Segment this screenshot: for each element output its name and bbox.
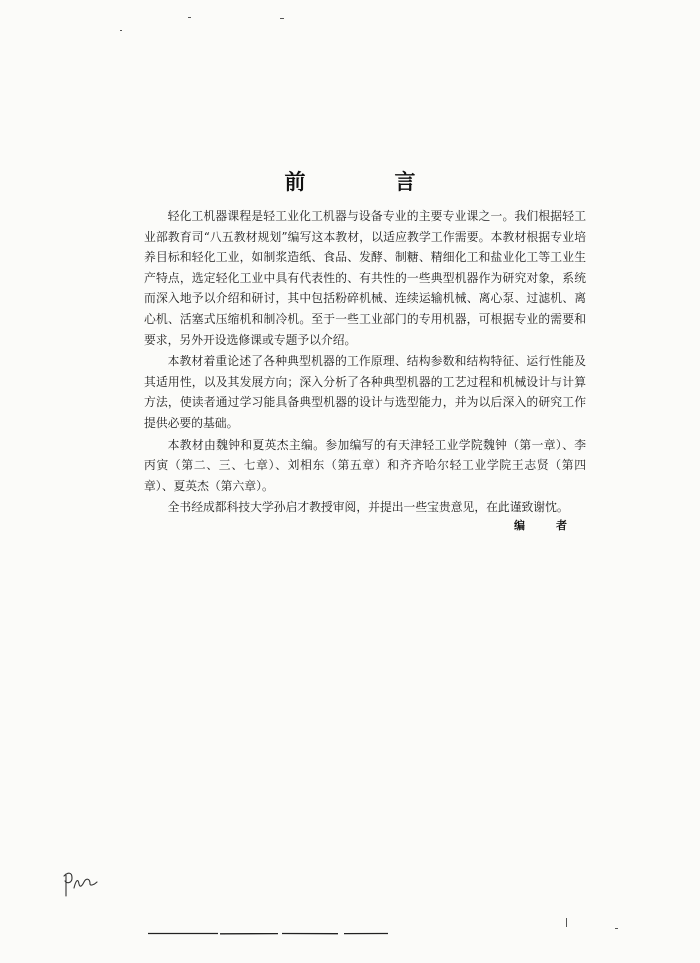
paragraph: 本教材着重论述了各种典型机器的工作原理、结构参数和结构特征、运行性能及其适用性，以及其发展方向；深入分析了各种典型机器的工艺过程和机械设计与计算方法，使读者通过学习能具备典型机器的设计与选型能力，并为以后深入的研究工作提供必要的基础。 xyxy=(144,354,586,430)
scan-dot xyxy=(120,30,122,31)
scan-artifact-line xyxy=(148,932,428,935)
scan-dot xyxy=(280,18,284,19)
preface-body xyxy=(144,206,586,519)
handwriting-mark xyxy=(60,866,102,908)
paragraph: 轻化工机器课程是轻工业化工机器与设备专业的主要专业课之一。我们根据轻工业部教育司“八五教材规划”编写这本教材，以适应教学工作需要。本教材根据专业培养目标和轻化工业，如制浆造纸、食品、发酵、制糖、精细化工和盐业化工等工业生产特点，选定轻化工业中具有代表性的、有共性的一些典型机器作为研究对象，系统而深入地予以介绍和研讨，其中包括粉碎机械、连续运输机械、离心泵、过滤机、离心机、活塞式压缩机和制冷机。至于一些工业部门的专用机器，可根据专业的需要和要求，另外开设选修课或专题予以介绍。 xyxy=(144,209,586,347)
page-title: 前 言 xyxy=(284,170,450,194)
scan-dot xyxy=(188,17,191,18)
signature: 编 者 xyxy=(514,519,577,532)
scan-dot xyxy=(615,928,618,929)
paragraph: 全书经成都科技大学孙启才教授审阅，并提出一些宝贵意见，在此谨致谢忱。 xyxy=(167,500,569,515)
scan-dot xyxy=(566,918,567,927)
paragraph: 本教材由魏钟和夏英杰主编。参加编写的有天津轻工业学院魏钟（第一章）、李丙寅（第二、三、七章）、刘相东（第五章）和齐齐哈尔轻工业学院王志贤（第四章）、夏英杰（第六章）。 xyxy=(144,437,586,493)
